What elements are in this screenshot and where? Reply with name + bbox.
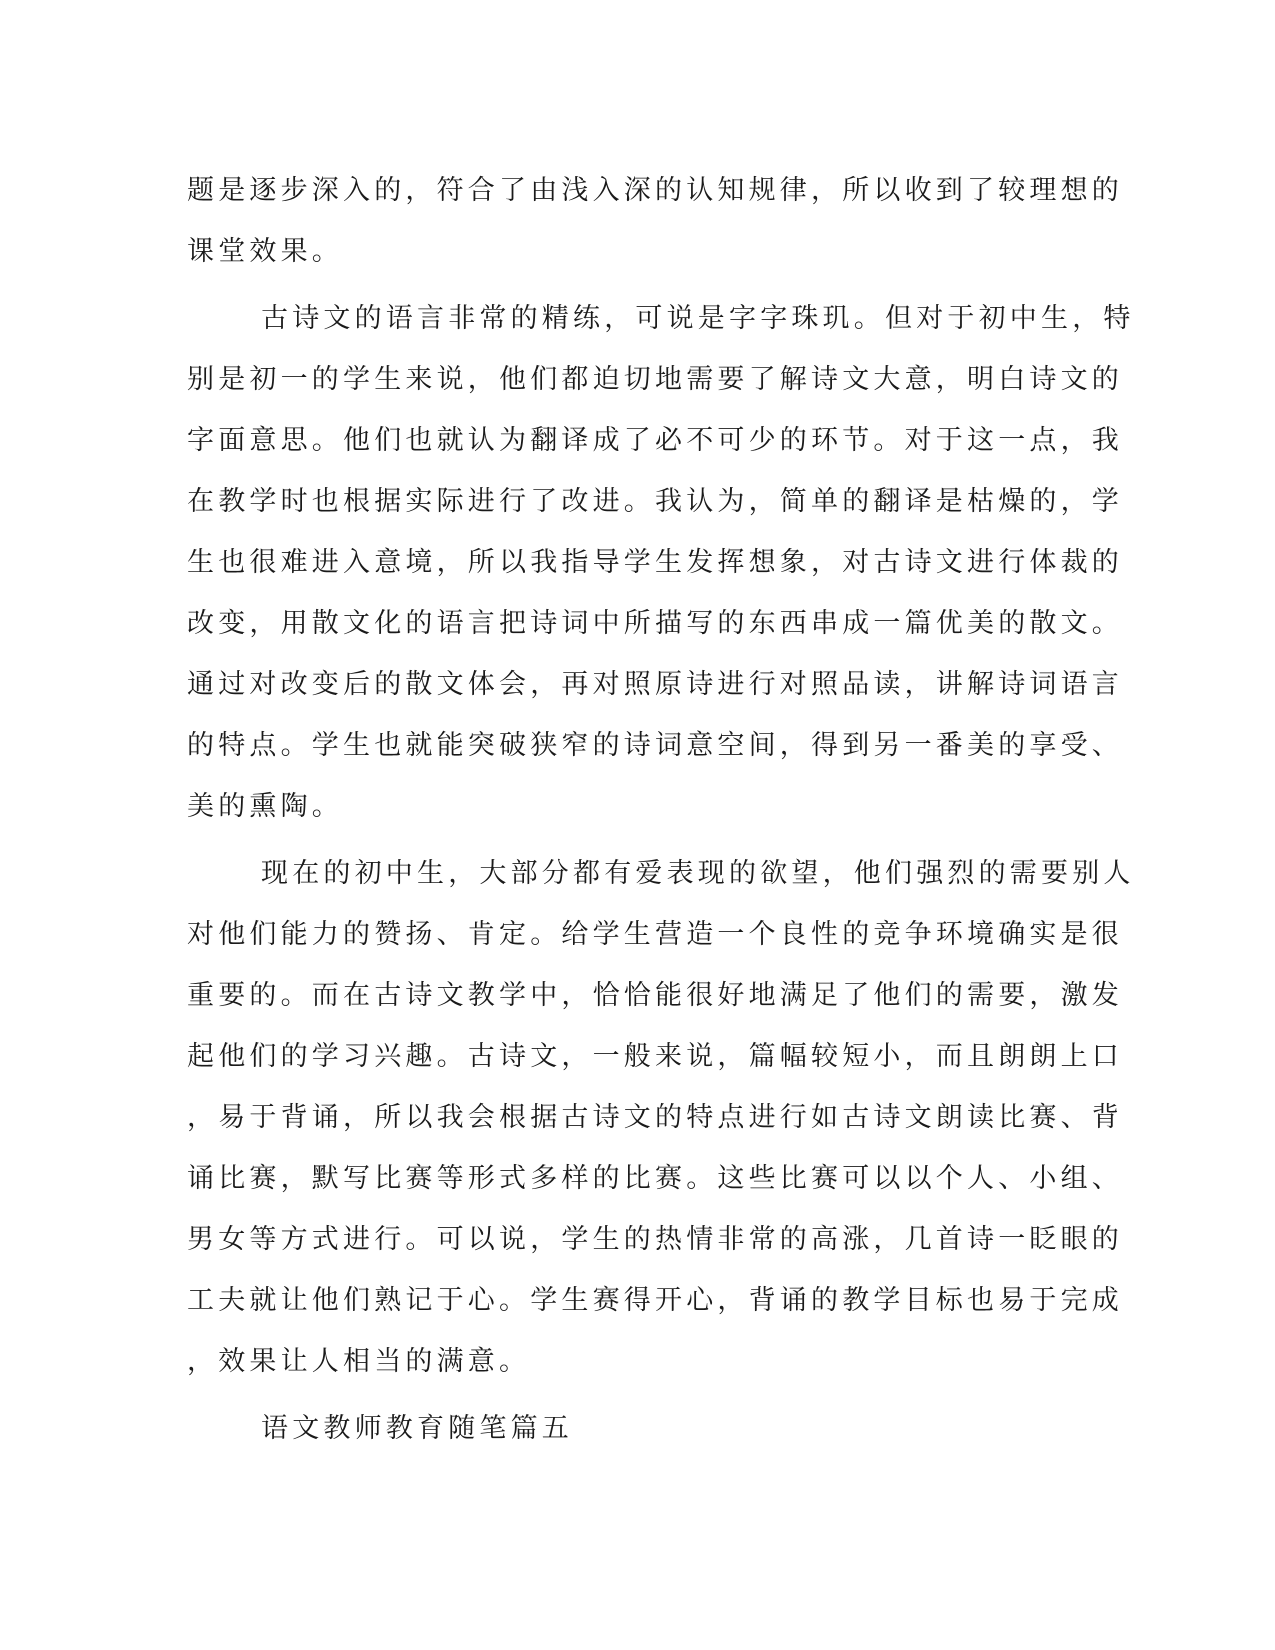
text-line: 题是逐步深入的，符合了由浅入深的认知规律，所以收到了较理想的 <box>187 175 1123 206</box>
text-line: 起他们的学习兴趣。古诗文，一般来说，篇幅较短小，而且朗朗上口 <box>187 1041 1123 1072</box>
paragraph-3 <box>187 843 1135 1392</box>
text-line: 别是初一的学生来说，他们都迫切地需要了解诗文大意，明白诗文的 <box>187 364 1123 395</box>
text-line: 对他们能力的赞扬、肯定。给学生营造一个良性的竞争环境确实是很 <box>187 919 1123 950</box>
paragraph-2 <box>187 288 1135 837</box>
text-line: 古诗文的语言非常的精练，可说是字字珠玑。但对于初中生，特 <box>261 303 1135 334</box>
text-line: 现在的初中生，大部分都有爱表现的欲望，他们强烈的需要别人 <box>261 858 1135 889</box>
paragraph-1 <box>187 160 1123 282</box>
text-line: 字面意思。他们也就认为翻译成了必不可少的环节。对于这一点，我 <box>187 425 1123 456</box>
section-heading: 语文教师教育随笔篇五 <box>261 1413 573 1444</box>
text-line: 在教学时也根据实际进行了改进。我认为，简单的翻译是枯燥的，学 <box>187 486 1123 517</box>
text-line: ，易于背诵，所以我会根据古诗文的特点进行如古诗文朗读比赛、背 <box>187 1102 1123 1133</box>
text-line: 男女等方式进行。可以说，学生的热情非常的高涨，几首诗一眨眼的 <box>187 1224 1123 1255</box>
text-line: 美的熏陶。 <box>187 791 343 822</box>
text-line: 课堂效果。 <box>187 236 343 267</box>
text-line: 重要的。而在古诗文教学中，恰恰能很好地满足了他们的需要，激发 <box>187 980 1123 1011</box>
document-body <box>187 160 1135 1459</box>
text-line: ，效果让人相当的满意。 <box>187 1346 531 1377</box>
text-line: 的特点。学生也就能突破狭窄的诗词意空间，得到另一番美的享受、 <box>187 730 1123 761</box>
text-line: 生也很难进入意境，所以我指导学生发挥想象，对古诗文进行体裁的 <box>187 547 1123 578</box>
text-line: 工夫就让他们熟记于心。学生赛得开心，背诵的教学目标也易于完成 <box>187 1285 1123 1316</box>
text-line: 诵比赛，默写比赛等形式多样的比赛。这些比赛可以以个人、小组、 <box>187 1163 1123 1194</box>
text-line: 改变，用散文化的语言把诗词中所描写的东西串成一篇优美的散文。 <box>187 608 1123 639</box>
text-line: 通过对改变后的散文体会，再对照原诗进行对照品读，讲解诗词语言 <box>187 669 1123 700</box>
